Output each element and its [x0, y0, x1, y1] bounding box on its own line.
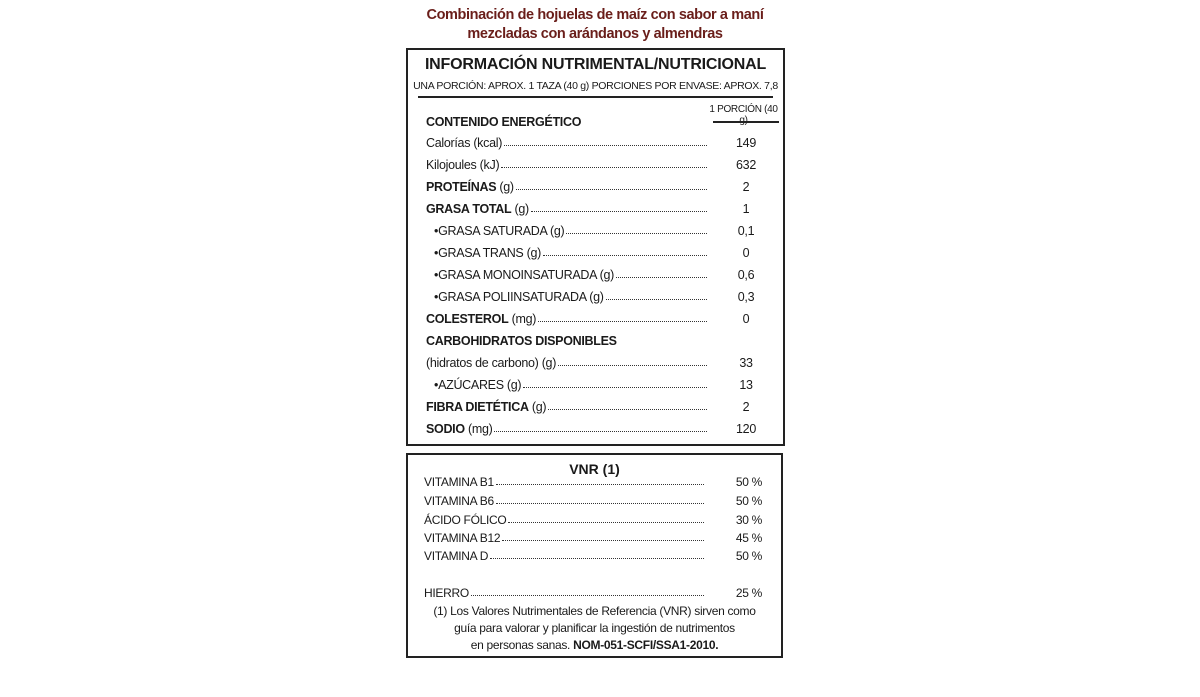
leader-dots — [508, 521, 704, 523]
nutrient-label: (hidratos de carbono) (g) — [426, 356, 557, 370]
vnr-panel — [406, 453, 783, 658]
nutrient-value: 0,6 — [737, 268, 755, 282]
nutrient-value: 632 — [736, 158, 756, 172]
nutrient-label: •GRASA MONOINSATURADA (g) — [434, 268, 615, 282]
leader-dots — [516, 188, 707, 190]
title-divider — [418, 96, 773, 98]
product-description — [405, 6, 785, 44]
leader-dots — [496, 483, 704, 485]
nutrient-unit: (mg) — [508, 312, 537, 326]
nutrient-row — [426, 306, 781, 326]
leader-dots — [606, 298, 707, 300]
nutrient-label-bold: SODIO — [426, 422, 465, 436]
nutrient-row — [426, 394, 781, 414]
footnote-line: (1) Los Valores Nutrimentales de Referencia (VNR) sirven como — [433, 604, 756, 618]
nutrient-row — [426, 372, 781, 392]
vnr-value: 25 % — [735, 586, 762, 600]
nutrient-value: 1 — [742, 202, 750, 216]
vnr-row — [424, 527, 762, 545]
nutrient-row — [426, 218, 781, 238]
nutrient-label — [426, 422, 492, 436]
nutrient-value: 0 — [742, 246, 750, 260]
nutrient-value: 120 — [736, 422, 756, 436]
nutrition-facts-panel — [406, 48, 785, 446]
product-description-line1: Combinación de hojuelas de maíz con sabor a maní — [426, 7, 764, 23]
leader-dots — [501, 166, 707, 168]
vnr-row — [424, 471, 762, 489]
nutrient-label-bold: COLESTEROL — [426, 312, 509, 326]
nutrient-value: 0,1 — [737, 224, 755, 238]
leader-dots — [490, 557, 704, 559]
vnr-footnote — [412, 603, 777, 654]
nutrient-unit: (g) — [528, 400, 547, 414]
carbohydrates-heading: CARBOHIDRATOS DISPONIBLES — [426, 334, 617, 348]
nutrient-unit: (g) — [511, 202, 529, 216]
nutrient-row — [426, 416, 781, 436]
vnr-value: 50 % — [735, 549, 762, 563]
leader-dots — [523, 386, 707, 388]
nutrient-label: •GRASA SATURADA (g) — [434, 224, 565, 238]
vnr-label: ÁCIDO FÓLICO — [424, 513, 507, 527]
energy-heading: CONTENIDO ENERGÉTICO — [426, 115, 582, 129]
leader-dots — [543, 254, 707, 256]
leader-dots — [548, 408, 707, 410]
leader-dots — [531, 210, 707, 212]
nutrition-title: INFORMACIÓN NUTRIMENTAL/NUTRICIONAL — [424, 56, 767, 73]
vnr-label: VITAMINA D — [424, 549, 489, 563]
norm-reference: NOM-051-SCFI/SSA1-2010. — [573, 638, 719, 652]
vnr-label: VITAMINA B6 — [424, 494, 494, 508]
nutrient-row — [426, 174, 781, 194]
nutrient-label — [426, 400, 546, 414]
nutrient-unit: (g) — [496, 180, 514, 194]
nutrient-label: •AZÚCARES (g) — [434, 378, 522, 392]
nutrient-label — [426, 202, 529, 216]
footnote-line: guía para valorar y planificar la ingestión de nutrimentos — [454, 621, 735, 635]
vnr-row — [424, 545, 762, 563]
nutrient-value: 2 — [742, 400, 750, 414]
nutrient-label — [426, 312, 536, 326]
nutrient-row — [426, 240, 781, 260]
leader-dots — [494, 430, 707, 432]
serving-info: UNA PORCIÓN: APROX. 1 TAZA (40 g) PORCIONES POR ENVASE: APROX. 7,8 — [413, 80, 778, 92]
leader-dots — [471, 594, 704, 596]
vnr-row — [424, 509, 762, 527]
vnr-title: VNR (1) — [569, 461, 620, 477]
leader-dots — [566, 232, 707, 234]
leader-dots — [558, 364, 707, 366]
vnr-value: 50 % — [735, 494, 762, 508]
vnr-row — [424, 490, 762, 508]
vnr-value: 45 % — [735, 531, 762, 545]
nutrient-row — [426, 262, 781, 282]
nutrient-label — [426, 180, 514, 194]
nutrient-heading-row — [426, 328, 781, 348]
nutrient-value: 33 — [739, 356, 753, 370]
nutrient-value: 0 — [742, 312, 750, 326]
nutrient-label: •GRASA POLIINSATURADA (g) — [434, 290, 604, 304]
nutrient-row — [426, 284, 781, 304]
vnr-value: 30 % — [735, 513, 762, 527]
nutrient-value: 149 — [736, 136, 756, 150]
vnr-label: VITAMINA B12 — [424, 531, 501, 545]
nutrient-row — [426, 350, 781, 370]
nutrient-unit: (mg) — [464, 422, 493, 436]
nutrient-label: •GRASA TRANS (g) — [434, 246, 542, 260]
column-header: 1 PORCIÓN (40 g) — [709, 104, 778, 126]
vnr-row — [424, 582, 762, 600]
energy-heading-row — [426, 109, 781, 129]
footnote-text: en personas sanas. — [470, 638, 571, 652]
nutrient-value: 13 — [739, 378, 753, 392]
nutrient-row — [426, 196, 781, 216]
product-description-line2: mezcladas con arándanos y almendras — [467, 26, 723, 42]
vnr-label: VITAMINA B1 — [424, 475, 494, 489]
nutrient-value: 2 — [742, 180, 750, 194]
leader-dots — [504, 144, 707, 146]
nutrient-value: 0,3 — [737, 290, 755, 304]
nutrient-label: Calorías (kcal) — [426, 136, 503, 150]
vnr-value: 50 % — [735, 475, 762, 489]
leader-dots — [496, 502, 704, 504]
nutrient-row — [426, 130, 781, 150]
leader-dots — [616, 276, 707, 278]
leader-dots — [538, 320, 707, 322]
nutrient-label-bold: GRASA TOTAL — [426, 202, 512, 216]
nutrient-row — [426, 152, 781, 172]
nutrient-label-bold: FIBRA DIETÉTICA — [426, 400, 529, 414]
vnr-label: HIERRO — [424, 586, 469, 600]
nutrient-label-bold: PROTEÍNAS — [426, 180, 497, 194]
footnote-line — [412, 637, 777, 654]
nutrient-label: Kilojoules (kJ) — [426, 158, 500, 172]
leader-dots — [502, 539, 704, 541]
